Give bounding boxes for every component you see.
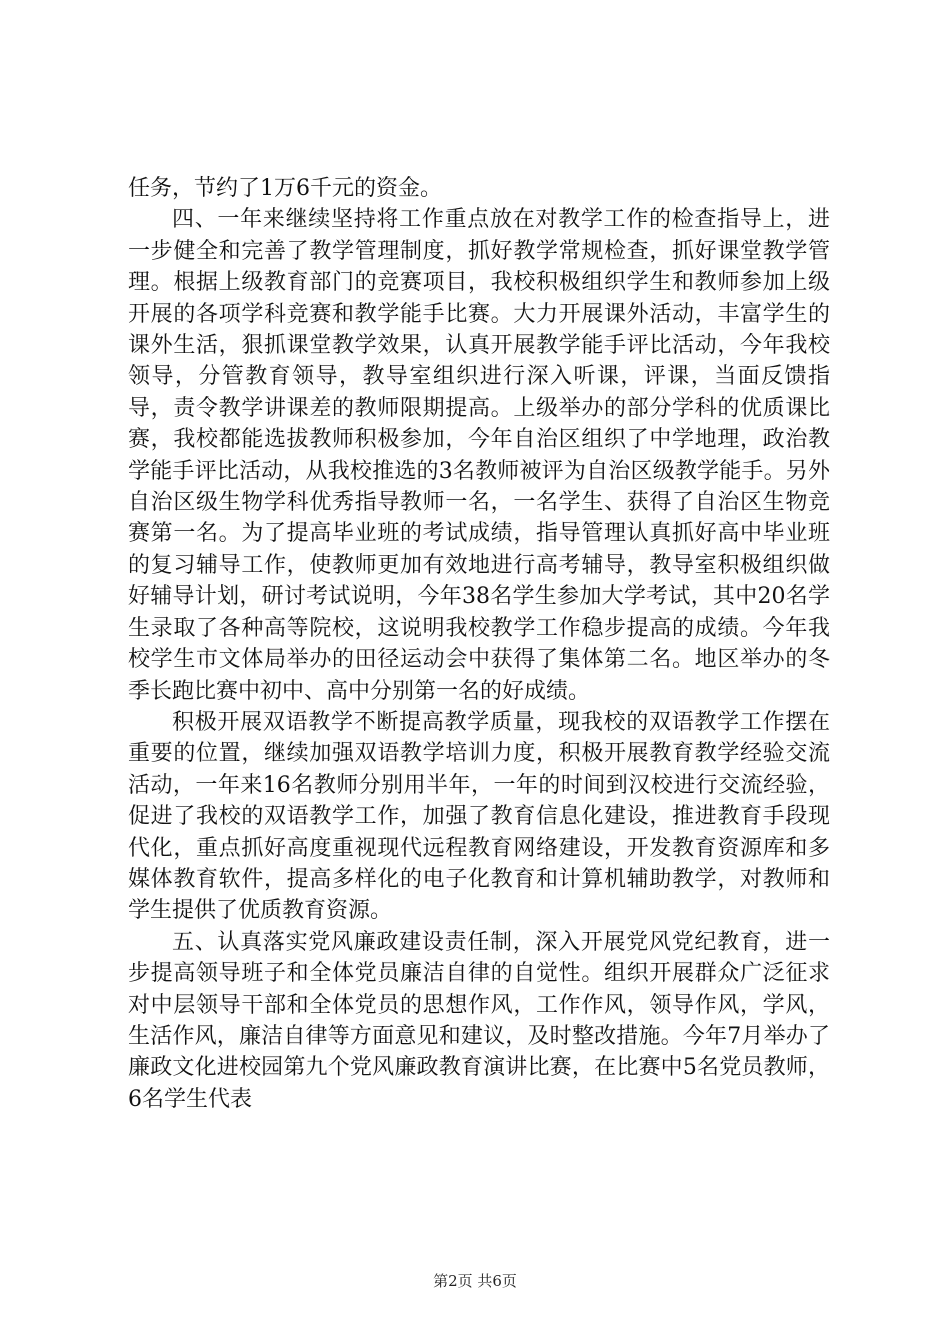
- paragraph-section-five: 五、认真落实党风廉政建设责任制，深入开展党风党纪教育，进一步提高领导班子和全体党员廉洁自律的自觉性。组织开展群众广泛征求对中层领导干部和全体党员的思想作风，工作作风，领导作风，学风，生活作风，廉洁自律等方面意见和建议，及时整改措施。今年7月举办了廉政文化进校园第九个党风廉政教育演讲比赛，在比赛中5名党员教师，6名学生代表: [128, 929, 830, 1112]
- paragraph-bilingual-teaching: 积极开展双语教学不断提高教学质量，现我校的双语教学工作摆在重要的位置，继续加强双语教学培训力度，积极开展教育教学经验交流活动，一年来16名教师分别用半年，一年的时间到汉校进行交流经验，促进了我校的双语教学工作，加强了教育信息化建设，推进教育手段现代化，重点抓好高度重视现代远程教育网络建设，开发教育资源库和多媒体教育软件，提高多样化的电子化教育和计算机辅助教学，对教师和学生提供了优质教育资源。: [128, 709, 830, 924]
- paragraph-section-four: 四、一年来继续坚持将工作重点放在对教学工作的检查指导上，进一步健全和完善了教学管理制度，抓好教学常规检查，抓好课堂教学管理。根据上级教育部门的竞赛项目，我校积极组织学生和教师参加上级开展的各项学科竞赛和教学能手比赛。大力开展课外活动，丰富学生的课外生活，狠抓课堂教学效果，认真开展教学能手评比活动，今年我校领导，分管教育领导，教导室组织进行深入听课，评课，当面反馈指导，责令教学讲课差的教师限期提高。上级举办的部分学科的优质课比赛，我校都能选拔教师积极参加，今年自治区组织了中学地理，政治教学能手评比活动，从我校推选的3名教师被评为自治区级教学能手。另外自治区级生物学科优秀指导教师一名，一名学生、获得了自治区生物竞赛第一名。为了提高毕业班的考试成绩，指导管理认真抓好高中毕业班的复习辅导工作，使教师更加有效地进行高考辅导，教导室积极组织做好辅导计划，研讨考试说明，今年38名学生参加大学考试，其中20名学生录取了各种高等院校，这说明我校教学工作稳步提高的成绩。今年我校学生市文体局举办的田径运动会中获得了集体第二名。地区举办的冬季长跑比赛中初中、高中分别第一名的好成绩。: [128, 207, 830, 704]
- document-body: [128, 173, 830, 1115]
- page-footer: 第2页 共6页: [433, 1272, 517, 1290]
- paragraph-continuation: 任务，节约了1万6千元的资金。: [128, 176, 442, 201]
